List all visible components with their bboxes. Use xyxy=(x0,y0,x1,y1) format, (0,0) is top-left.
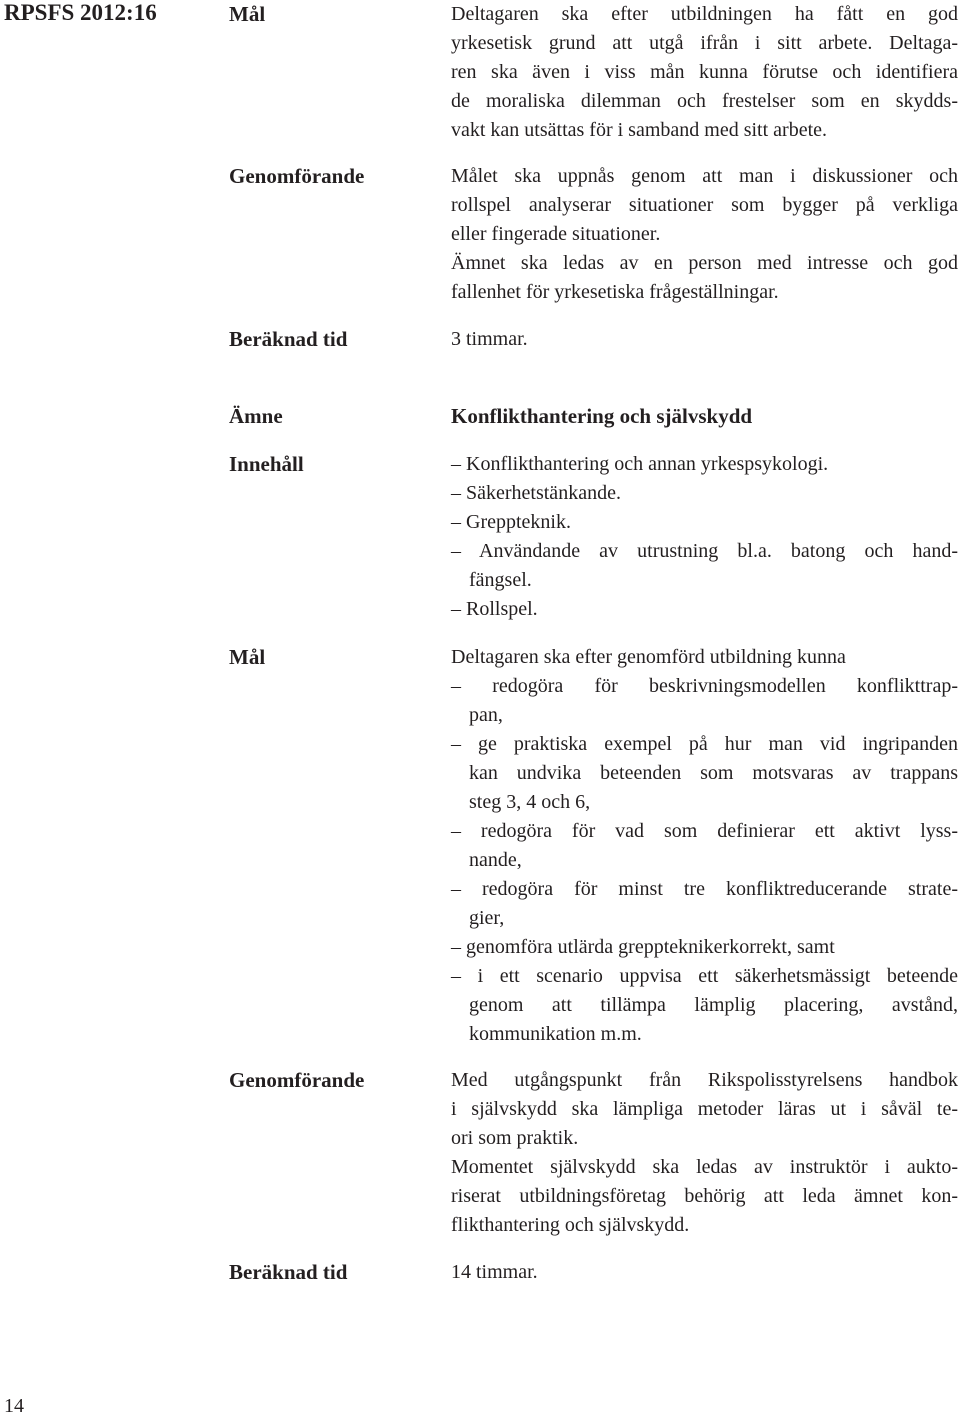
mal-list xyxy=(451,643,958,1049)
text-line: fallenhet för yrkesetiska frågeställningar. xyxy=(451,281,779,303)
list-item-continuation: gier, xyxy=(469,907,505,929)
label-genomforande-2: Genomförande xyxy=(229,1068,365,1092)
text-line: vakt kan utsättas för i samband med sitt arbete. xyxy=(451,119,828,141)
list-item-continuation: fängsel. xyxy=(469,569,532,591)
label-amne: Ämne xyxy=(229,404,283,428)
mal-text xyxy=(451,0,958,145)
text-line: ori som praktik. xyxy=(451,1127,579,1149)
text-line: rollspel analyserar situationer som bygger på verkliga xyxy=(451,194,958,216)
list-item: – Användande av utrustning bl.a. batong och hand- xyxy=(451,540,958,562)
label-beraknad-tid-2: Beräknad tid xyxy=(229,1260,348,1284)
text-line: de moraliska dilemman och frestelser som en skydds- xyxy=(451,90,958,112)
innehall-list xyxy=(451,450,958,624)
list-item: – redogöra för vad som definierar ett aktivt lyss- xyxy=(451,820,958,842)
genomforande-text xyxy=(451,162,958,307)
page-number: 14 xyxy=(4,1395,24,1417)
text-line: flikthantering och självskydd. xyxy=(451,1214,690,1236)
text-line: i självskydd ska lämpliga metoder läras ut i såväl te- xyxy=(451,1098,958,1120)
label-mal-2: Mål xyxy=(229,645,266,669)
label-beraknad-tid: Beräknad tid xyxy=(229,327,348,351)
document-id: RPSFS 2012:16 xyxy=(4,0,157,25)
text-line: riserat utbildningsföretag behörig att leda ämnet kon- xyxy=(451,1185,958,1207)
text-line: Målet ska uppnås genom att man i diskussioner och xyxy=(451,165,958,187)
list-item: – redogöra för minst tre konfliktreducerande strate- xyxy=(451,878,958,900)
list-item: – Konflikthantering och annan yrkespsykologi. xyxy=(451,453,829,475)
text-line: Deltagaren ska efter utbildningen ha fått en god xyxy=(451,3,958,25)
list-item-continuation: genom att tillämpa lämplig placering, avstånd, xyxy=(469,994,958,1016)
beraknad-tid-value xyxy=(451,325,958,354)
text-line: 14 timmar. xyxy=(451,1261,538,1283)
list-item-continuation: kan undvika beteenden som motsvaras av trappans xyxy=(469,762,958,784)
text-line: Ämnet ska ledas av en person med intresse och god xyxy=(451,252,958,274)
list-item: – redogöra för beskrivningsmodellen konflikttrap- xyxy=(451,675,958,697)
text-line: Med utgångspunkt från Rikspolisstyrelsens handbok xyxy=(451,1069,958,1091)
text-line: ren ska även i viss mån kunna förutse och identifiera xyxy=(451,61,958,83)
label-innehall: Innehåll xyxy=(229,452,304,476)
list-item: – i ett scenario uppvisa ett säkerhetsmässigt beteende xyxy=(451,965,958,987)
text-line: Deltagaren ska efter genomförd utbildning kunna xyxy=(451,646,846,668)
text-line: 3 timmar. xyxy=(451,328,528,350)
beraknad-tid-value-2 xyxy=(451,1258,958,1287)
list-item: – Greppteknik. xyxy=(451,511,571,533)
list-item-continuation: pan, xyxy=(469,704,503,726)
list-item: – Rollspel. xyxy=(451,598,538,620)
list-item-continuation: nande, xyxy=(469,849,522,871)
list-item: – genomföra utlärda greppteknikerkorrekt, samt xyxy=(451,936,835,958)
text-line: eller fingerade situationer. xyxy=(451,223,661,245)
list-item-continuation: steg 3, 4 och 6, xyxy=(469,791,591,813)
amne-title: Konflikthantering och självskydd xyxy=(451,404,753,428)
text-line: Momentet självskydd ska ledas av instruktör i aukto- xyxy=(451,1156,958,1178)
label-genomforande: Genomförande xyxy=(229,164,365,188)
list-item-continuation: kommunikation m.m. xyxy=(469,1023,642,1045)
genomforande-text-2 xyxy=(451,1066,958,1240)
text-line: yrkesetisk grund att utgå ifrån i sitt arbete. Deltaga- xyxy=(451,32,958,54)
list-item: – ge praktiska exempel på hur man vid ingripanden xyxy=(451,733,958,755)
label-mal: Mål xyxy=(229,2,266,26)
list-item: – Säkerhetstänkande. xyxy=(451,482,621,504)
